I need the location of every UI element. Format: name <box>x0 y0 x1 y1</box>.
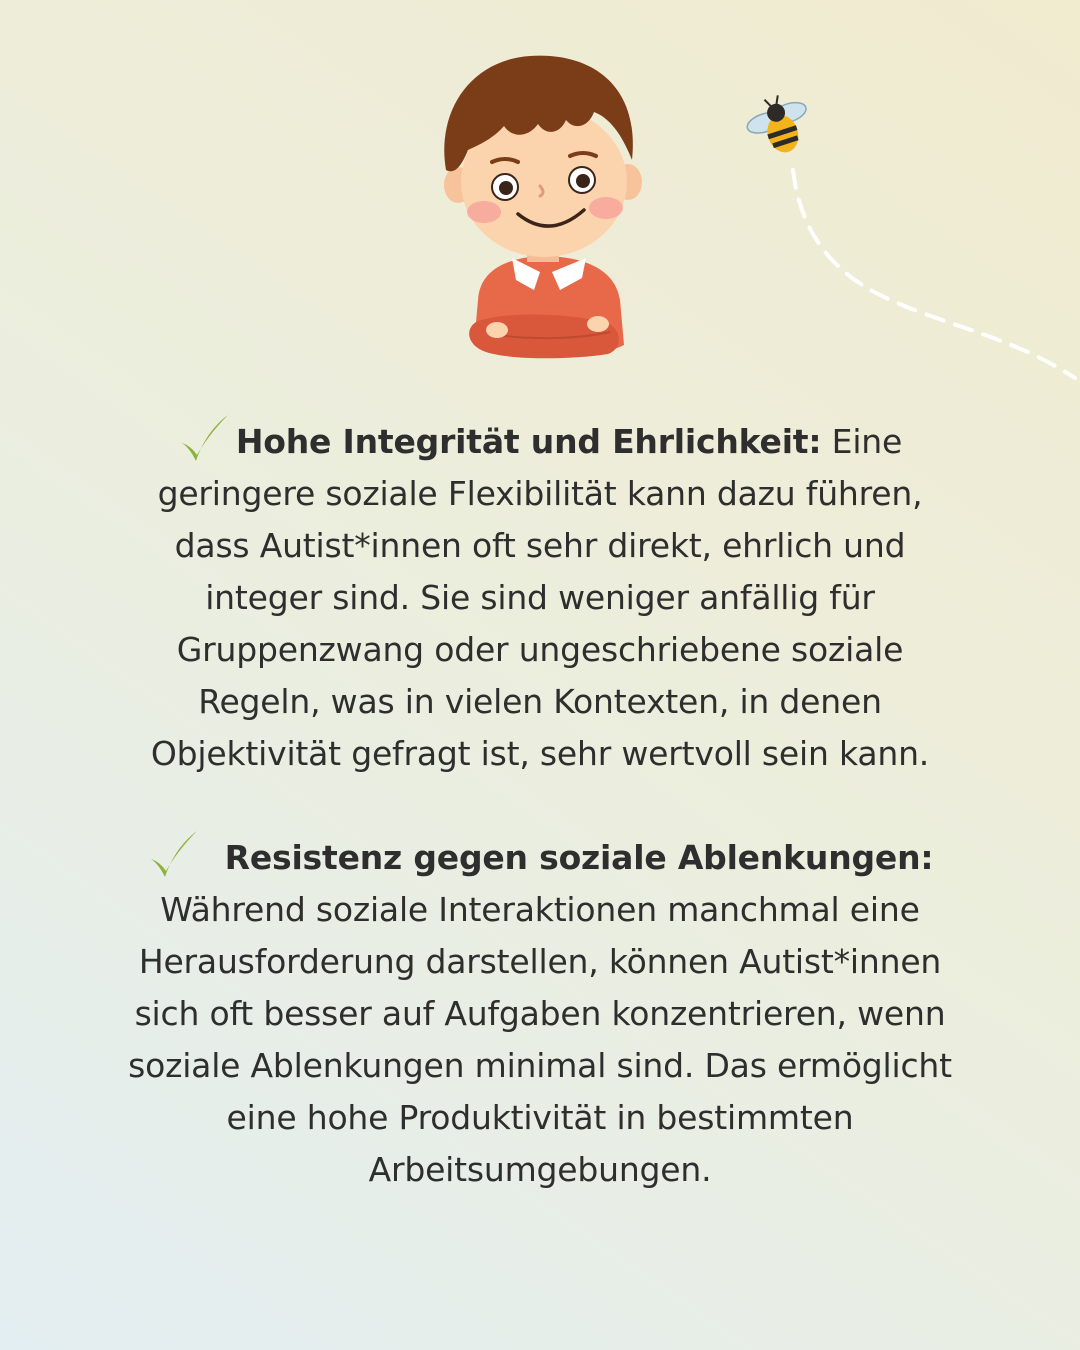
boy-illustration <box>444 56 642 359</box>
benefit-item-integrity <box>60 413 1020 780</box>
benefit-line: Gruppenzwang oder ungeschriebene soziale <box>176 630 904 669</box>
benefit-heading: Resistenz gegen soziale Ablenkungen: <box>224 838 934 877</box>
benefit-line: Herausforderung darstellen, können Autist*innen <box>138 942 942 981</box>
benefit-line: Während soziale Interaktionen manchmal eine <box>160 890 920 929</box>
benefit-line: eine hohe Produktivität in bestimmten <box>226 1098 854 1137</box>
benefit-line <box>60 829 1020 884</box>
benefit-item-distraction-resistance <box>60 829 1020 1196</box>
checkmark-icon <box>147 829 199 881</box>
benefit-line: soziale Ablenkungen minimal sind. Das ermöglicht <box>128 1046 952 1085</box>
benefit-line <box>60 413 1020 468</box>
benefit-line: Arbeitsumgebungen. <box>368 1150 712 1189</box>
header-illustration <box>0 0 1080 400</box>
benefit-line: integer sind. Sie sind weniger anfällig für <box>205 578 875 617</box>
checkmark-icon <box>178 413 230 465</box>
benefit-line: sich oft besser auf Aufgaben konzentrieren, wenn <box>134 994 946 1033</box>
benefit-line: Regeln, was in vielen Kontexten, in denen <box>198 682 882 721</box>
benefit-line: geringere soziale Flexibilität kann dazu führen, <box>157 474 923 513</box>
benefit-heading: Hohe Integrität und Ehrlichkeit: <box>235 422 822 461</box>
benefit-line: dass Autist*innen oft sehr direkt, ehrlich und <box>174 526 906 565</box>
benefit-text: Eine <box>821 422 903 461</box>
bee-icon <box>741 88 818 161</box>
benefit-line: Objektivität gefragt ist, sehr wertvoll sein kann. <box>150 734 930 773</box>
bee-flight-path <box>793 170 1075 378</box>
